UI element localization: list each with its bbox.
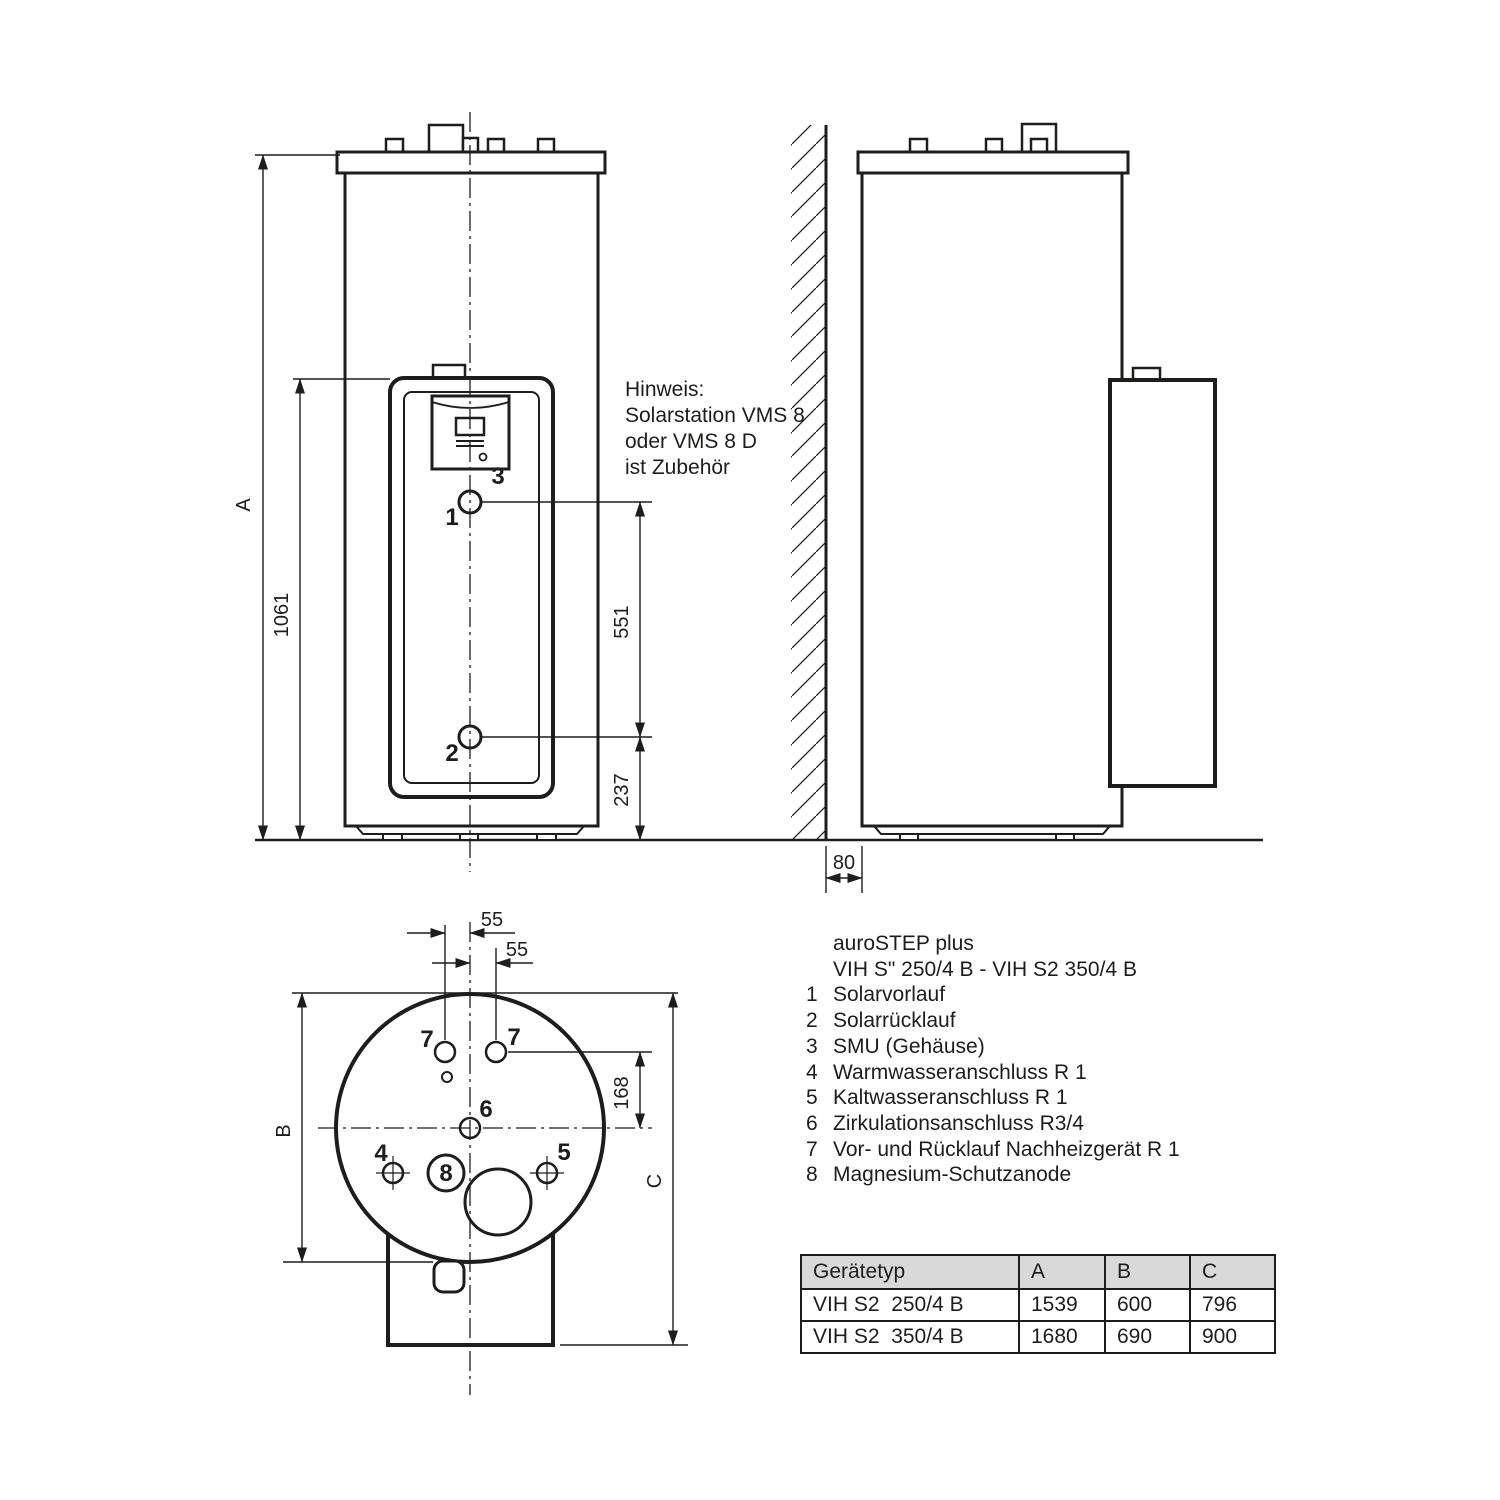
- small-port: [442, 1072, 452, 1082]
- callout-1: 1: [445, 504, 459, 531]
- table-header-b: B: [1105, 1255, 1190, 1289]
- table-row: [801, 1289, 1275, 1321]
- side-top-stubs: [910, 124, 1056, 153]
- side-tank-body: [862, 173, 1122, 826]
- side-solar-station: [1110, 380, 1215, 786]
- accessory-note: [625, 377, 805, 481]
- callout-5: 5: [557, 1139, 571, 1166]
- dimension-table: [800, 1254, 1276, 1354]
- legend-item-label: Solarvorlauf: [833, 983, 946, 1007]
- callout-6: 6: [479, 1096, 493, 1123]
- table-row: [801, 1321, 1275, 1353]
- table-header-geraetetyp: Gerätetyp: [801, 1255, 1019, 1289]
- pipe-stub: [429, 125, 463, 153]
- dim-label-80: 80: [832, 852, 856, 874]
- table-cell-c: 900: [1190, 1321, 1275, 1353]
- legend-item-label: Warmwasseranschluss R 1: [833, 1060, 1087, 1084]
- legend-item-label: Magnesium-Schutzanode: [833, 1163, 1072, 1187]
- front-tank-lid: [337, 152, 605, 173]
- callout-7-right: 7: [507, 1024, 521, 1051]
- dim-label-C: C: [644, 1173, 666, 1189]
- legend-item-number: 4: [806, 1060, 818, 1084]
- legend-item: [806, 1085, 1180, 1111]
- table-header-c: C: [1190, 1255, 1275, 1289]
- legend-item-label: Zirkulationsanschluss R3/4: [833, 1111, 1084, 1135]
- table-cell-b: 600: [1105, 1289, 1190, 1321]
- table-cell-type: VIH S2 250/4 B: [801, 1289, 1019, 1321]
- callout-7-left: 7: [420, 1026, 434, 1053]
- callout-8: 8: [439, 1160, 453, 1187]
- flange-opening: [465, 1169, 531, 1235]
- note-line: Hinweis:: [625, 378, 705, 401]
- legend-item-label: Solarrücklauf: [833, 1009, 956, 1033]
- legend-item-label: Vor- und Rücklauf Nachheizgerät R 1: [833, 1137, 1180, 1161]
- dim-label-1061: 1061: [271, 592, 293, 638]
- callout-3: 3: [491, 463, 505, 490]
- legend-item-number: 2: [806, 1009, 818, 1033]
- nachheiz-port-right: [486, 1042, 506, 1062]
- table-cell-a: 1539: [1019, 1289, 1105, 1321]
- dim-label-55-right: 55: [505, 939, 529, 961]
- legend-item: [806, 1137, 1180, 1163]
- dim-label-237: 237: [611, 773, 633, 807]
- table-cell-b: 690: [1105, 1321, 1190, 1353]
- legend-item: [806, 1060, 1180, 1086]
- legend-item-number: 6: [806, 1111, 818, 1135]
- top-view: [283, 922, 688, 1395]
- legend-item-number: 5: [806, 1086, 818, 1110]
- dim-label-A: A: [233, 498, 255, 512]
- dim-label-551: 551: [611, 605, 633, 639]
- table-header-a: A: [1019, 1255, 1105, 1289]
- legend-item: [806, 1008, 1180, 1034]
- callout-4: 4: [374, 1140, 388, 1167]
- legend-item-number: 8: [806, 1163, 818, 1187]
- table-cell-a: 1680: [1019, 1321, 1105, 1353]
- note-line: Solarstation VMS 8: [625, 404, 805, 427]
- legend-subtitle: VIH S" 250/4 B - VIH S2 350/4 B: [833, 957, 1137, 981]
- side-view: [791, 124, 1215, 893]
- legend-item: [806, 1034, 1180, 1060]
- wall-hatching: [791, 125, 826, 840]
- connection-legend: [806, 931, 1180, 1188]
- legend-item: [806, 1111, 1180, 1137]
- legend-item-number: 3: [806, 1034, 818, 1058]
- note-line: oder VMS 8 D: [625, 430, 757, 453]
- dim-label-168: 168: [611, 1076, 633, 1110]
- legend-item-label: SMU (Gehäuse): [833, 1034, 985, 1058]
- legend-item-number: 7: [806, 1137, 818, 1161]
- solar-station-top-opening: [434, 1261, 464, 1292]
- callout-2: 2: [445, 740, 459, 767]
- table-cell-type: VIH S2 350/4 B: [801, 1321, 1019, 1353]
- dim-label-B: B: [273, 1124, 295, 1138]
- note-line: ist Zubehör: [625, 456, 731, 479]
- table-header-row: [801, 1255, 1275, 1289]
- legend-item: [806, 982, 1180, 1008]
- legend-item-label: Kaltwasseranschluss R 1: [833, 1086, 1068, 1110]
- table-cell-c: 796: [1190, 1289, 1275, 1321]
- nachheiz-port-left: [435, 1042, 455, 1062]
- legend-title: auroSTEP plus: [833, 932, 974, 955]
- legend-item: [806, 1162, 1180, 1188]
- side-tank-lid: [858, 152, 1128, 173]
- dim-label-55-left: 55: [480, 909, 504, 931]
- legend-item-number: 1: [806, 983, 818, 1007]
